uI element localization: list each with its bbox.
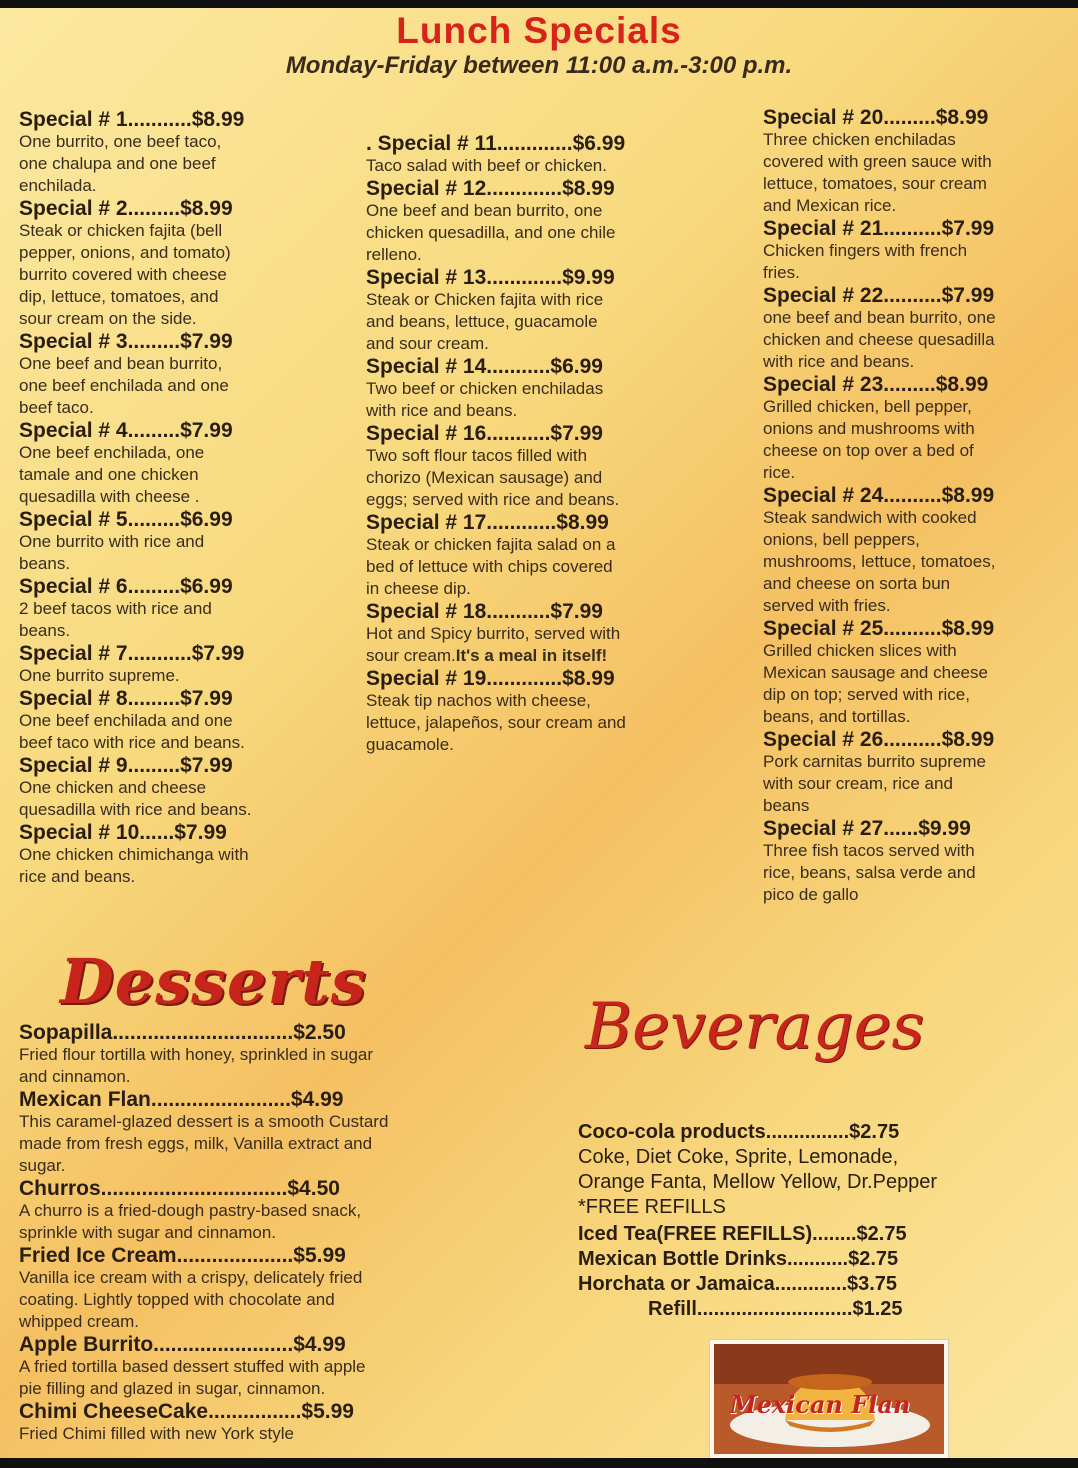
menu-title: Lunch Specials (396, 10, 682, 51)
item-name-price: Special # 10......$7.99 (19, 821, 227, 844)
beverages-heading: Beverages (585, 990, 925, 1064)
item-description-text: Fried flour tortilla with honey, sprinkled in sugar and cinnamon. (19, 1045, 374, 1086)
menu-item (19, 754, 349, 821)
item-description-text: A churro is a fried-dough pastry-based snack, sprinkle with sugar and cinnamon. (19, 1201, 362, 1242)
menu-item (19, 687, 349, 754)
menu-item (19, 1244, 529, 1333)
item-description-text: Steak tip nachos with cheese, lettuce, jalapeños, sour cream and guacamole. (366, 691, 626, 754)
menu-item (19, 1333, 529, 1400)
item-description-text: Pork carnitas burrito supreme with sour cream, rice and beans (763, 752, 986, 815)
menu-item (763, 106, 1073, 217)
item-name-price: Special # 26..........$8.99 (763, 728, 995, 751)
menu-item (19, 419, 349, 508)
menu-item (19, 108, 349, 197)
item-name-price: Special # 21..........$7.99 (763, 217, 995, 240)
menu-item (19, 508, 349, 575)
item-name-price: Special # 7...........$7.99 (19, 642, 245, 665)
beverage-line: Coke, Diet Coke, Sprite, Lemonade, (578, 1146, 899, 1168)
beverage-line: Orange Fanta, Mellow Yellow, Dr.Pepper (578, 1171, 938, 1193)
specials-column-1 (19, 108, 349, 888)
flan-photo-caption: Mexican Flan (730, 1390, 911, 1419)
beverage-line: *FREE REFILLS (578, 1196, 726, 1218)
item-name-price: Special # 18...........$7.99 (366, 600, 603, 623)
item-name-price: Mexican Flan........................$4.99 (19, 1088, 344, 1111)
item-description-text: This caramel-glazed dessert is a smooth Custard made from fresh eggs, milk, Vanilla extract and sugar. (19, 1112, 389, 1175)
item-name-price: Special # 4.........$7.99 (19, 419, 233, 442)
item-name-price: Churros................................$4.50 (19, 1177, 340, 1200)
item-description (366, 445, 746, 511)
item-name-price: Sopapilla...............................$2.50 (19, 1021, 346, 1044)
item-name-price: Special # 19.............$8.99 (366, 667, 615, 690)
desserts-heading: Desserts (60, 945, 367, 1018)
item-description (19, 598, 349, 642)
item-description-text: One burrito, one beef taco, one chalupa and one beef enchilada. (19, 132, 222, 195)
item-description (19, 777, 349, 821)
item-description-text: Steak or chicken fajita salad on a bed of lettuce with chips covered in cheese dip. (366, 535, 616, 598)
item-description-text: Grilled chicken slices with Mexican sausage and cheese dip on top; served with rice, beans, and tortillas. (763, 641, 988, 726)
item-description-text: One beef enchilada, one tamale and one chicken quesadilla with cheese . (19, 443, 205, 506)
menu-item (763, 284, 1073, 373)
item-description-text: Three chicken enchiladas covered with green sauce with lettuce, tomatoes, sour cream and Mexican rice. (763, 130, 992, 215)
top-border (0, 0, 1078, 8)
item-description (366, 690, 746, 756)
menu-item (19, 1021, 529, 1088)
menu-item (763, 817, 1073, 906)
mexican-flan-photo (710, 1340, 948, 1458)
menu-item (763, 217, 1073, 284)
menu-item (366, 422, 746, 511)
item-description-text: One burrito supreme. (19, 666, 180, 685)
item-name-price: Special # 3.........$7.99 (19, 330, 233, 353)
item-description-text: Fried Chimi filled with new York style (19, 1424, 294, 1443)
item-description (19, 1111, 529, 1177)
item-description-text: Two beef or chicken enchiladas with rice and beans. (366, 379, 604, 420)
item-description (19, 442, 349, 508)
beverage-line: Refill............................$1.25 (648, 1298, 903, 1320)
item-description (19, 1423, 529, 1445)
beverages-list (578, 1120, 1038, 1322)
item-description (763, 507, 1073, 617)
desserts-list (19, 1021, 529, 1445)
item-description-text: One burrito with rice and beans. (19, 532, 205, 573)
item-description (19, 1267, 529, 1333)
item-description (763, 751, 1073, 817)
item-description (763, 640, 1073, 728)
menu-item (366, 600, 746, 667)
item-description (19, 131, 349, 197)
item-description-text: A fried tortilla based dessert stuffed with apple pie filling and glazed in sugar, cinnamon. (19, 1357, 366, 1398)
item-name-price: Special # 5.........$6.99 (19, 508, 233, 531)
menu-item (366, 132, 746, 177)
menu-item (19, 575, 349, 642)
menu-item (763, 617, 1073, 728)
item-description-text: Three fish tacos served with rice, beans, salsa verde and pico de gallo (763, 841, 976, 904)
item-description-text: Steak sandwich with cooked onions, bell peppers, mushrooms, lettuce, tomatoes, and cheese on sorta bun served with fries. (763, 508, 996, 615)
menu-item (763, 373, 1073, 484)
item-name-price: Special # 23.........$8.99 (763, 373, 989, 396)
item-description-text: One beef and bean burrito, one chicken quesadilla, and one chile relleno. (366, 201, 616, 264)
item-description (763, 307, 1073, 373)
bottom-border (0, 1458, 1078, 1468)
menu-item (19, 1177, 529, 1244)
item-name-price: Apple Burrito........................$4.99 (19, 1333, 346, 1356)
menu-item (19, 1400, 529, 1445)
item-description-text: One chicken and cheese quesadilla with rice and beans. (19, 778, 252, 819)
beverage-line: Horchata or Jamaica.............$3.75 (578, 1273, 898, 1295)
item-description (366, 155, 746, 177)
item-description-text: One chicken chimichanga with rice and beans. (19, 845, 249, 886)
menu-item (763, 484, 1073, 617)
item-description-highlight: It's a meal in itself! (455, 646, 608, 665)
item-name-price: Special # 22..........$7.99 (763, 284, 995, 307)
item-name-price: Special # 6.........$6.99 (19, 575, 233, 598)
item-description (19, 531, 349, 575)
item-description (763, 129, 1073, 217)
menu-item (19, 1088, 529, 1177)
beverage-line: Mexican Bottle Drinks...........$2.75 (578, 1248, 899, 1270)
item-name-price: Chimi CheeseCake................$5.99 (19, 1400, 354, 1423)
menu-item (763, 728, 1073, 817)
item-description-text: Steak or chicken fajita (bell pepper, onions, and tomato) burrito covered with cheese dip, lettuce, tomatoes, and sour cream on the side. (19, 221, 231, 328)
specials-column-2 (366, 132, 746, 756)
item-name-price: Special # 17............$8.99 (366, 511, 609, 534)
item-description (366, 200, 746, 266)
item-name-price: Special # 14...........$6.99 (366, 355, 603, 378)
menu-item (19, 642, 349, 687)
item-name-price: Special # 16...........$7.99 (366, 422, 603, 445)
item-description (763, 840, 1073, 906)
item-description-text: Two soft flour tacos filled with chorizo (Mexican sausage) and eggs; served with rice and beans. (366, 446, 620, 509)
item-description (366, 378, 746, 422)
item-name-price: Special # 8.........$7.99 (19, 687, 233, 710)
item-name-price: Fried Ice Cream....................$5.99 (19, 1244, 346, 1267)
item-description (19, 1356, 529, 1400)
item-description-text: Hot and Spicy burrito, served with sour cream. (366, 624, 621, 665)
menu-item (19, 330, 349, 419)
item-name-price: Special # 20.........$8.99 (763, 106, 989, 129)
specials-column-3 (763, 106, 1073, 906)
item-name-price: Special # 9.........$7.99 (19, 754, 233, 777)
menu-subtitle: Monday-Friday between 11:00 a.m.-3:00 p.m. (285, 52, 793, 79)
menu-item (366, 266, 746, 355)
item-description (366, 623, 746, 667)
item-description-text: Vanilla ice cream with a crispy, delicately fried coating. Lightly topped with chocolate and whipped cream. (19, 1268, 363, 1331)
item-name-price: Special # 27......$9.99 (763, 817, 971, 840)
item-description-text: Steak or Chicken fajita with rice and beans, lettuce, guacamole and sour cream. (366, 290, 604, 353)
beverage-line: Iced Tea(FREE REFILLS)........$2.75 (578, 1223, 907, 1245)
item-description (19, 844, 349, 888)
menu-item (366, 667, 746, 756)
item-name-price: Special # 2.........$8.99 (19, 197, 233, 220)
item-description (19, 1200, 529, 1244)
menu-item (366, 355, 746, 422)
item-description-text: One beef enchilada and one beef taco with rice and beans. (19, 711, 245, 752)
item-description-text: Chicken fingers with french fries. (763, 241, 968, 282)
item-name-price: Special # 24..........$8.99 (763, 484, 995, 507)
item-description (19, 353, 349, 419)
item-description-text: 2 beef tacos with rice and beans. (19, 599, 212, 640)
beverage-line: Coco-cola products...............$2.75 (578, 1121, 900, 1143)
item-description-text: Taco salad with beef or chicken. (366, 156, 607, 175)
item-name-price: Special # 1...........$8.99 (19, 108, 245, 131)
item-description-text: Grilled chicken, bell pepper, onions and mushrooms with cheese on top over a bed of rice. (763, 397, 975, 482)
item-name-price: . Special # 11.............$6.99 (366, 132, 626, 155)
item-name-price: Special # 13.............$9.99 (366, 266, 615, 289)
item-description (763, 240, 1073, 284)
menu-item (366, 511, 746, 600)
item-description (19, 710, 349, 754)
item-description (19, 1044, 529, 1088)
item-description-text: one beef and bean burrito, one chicken and cheese quesadilla with rice and beans. (763, 308, 996, 371)
item-description (763, 396, 1073, 484)
item-description (19, 220, 349, 330)
item-description-text: One beef and bean burrito, one beef enchilada and one beef taco. (19, 354, 229, 417)
item-description (366, 289, 746, 355)
menu-item (366, 177, 746, 266)
item-description (19, 665, 349, 687)
item-name-price: Special # 25..........$8.99 (763, 617, 995, 640)
menu-item (19, 821, 349, 888)
item-name-price: Special # 12.............$8.99 (366, 177, 615, 200)
item-description (366, 534, 746, 600)
menu-item (19, 197, 349, 330)
